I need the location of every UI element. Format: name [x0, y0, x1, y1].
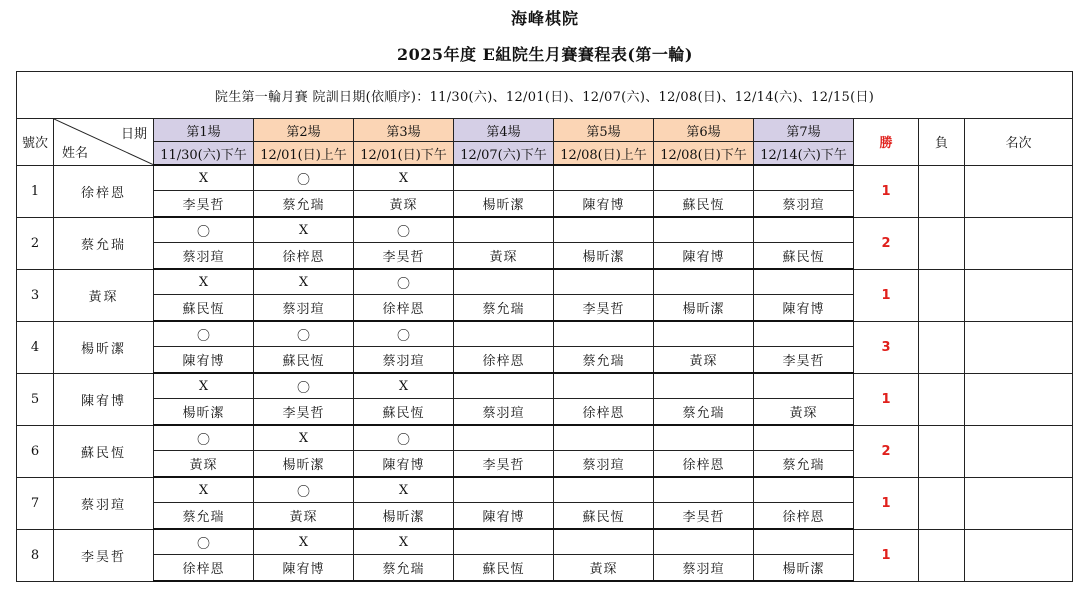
match-result — [454, 165, 554, 191]
match-result — [554, 217, 654, 243]
opponent-name: 蘇民恆 — [454, 555, 554, 582]
match-result: X — [354, 477, 454, 503]
loss-count — [919, 477, 965, 529]
header-name-label: 姓名 — [62, 145, 89, 161]
opponent-name: 蔡羽瑄 — [454, 399, 554, 426]
opponent-name: 楊昕潔 — [554, 243, 654, 270]
player-number: 1 — [17, 165, 54, 217]
round-3-date: 12/01(日)下午 — [354, 142, 454, 166]
win-count: 3 — [854, 321, 919, 373]
losses-header: 負 — [919, 119, 965, 166]
win-count: 1 — [854, 477, 919, 529]
match-result: X — [354, 373, 454, 399]
rank-value — [965, 165, 1073, 217]
player-name: 蔡允瑞 — [54, 217, 154, 269]
player-number: 6 — [17, 425, 54, 477]
match-result: 〇 — [354, 217, 454, 243]
match-result — [754, 321, 854, 347]
opponent-name: 楊昕潔 — [154, 399, 254, 426]
opponent-name: 楊昕潔 — [354, 503, 454, 530]
header-date-label: 日期 — [120, 127, 147, 142]
rank-value — [965, 477, 1073, 529]
opponent-name: 陳宥博 — [454, 503, 554, 530]
opponent-name: 黃琛 — [254, 503, 354, 530]
opponent-name: 蔡羽瑄 — [354, 347, 454, 374]
opponent-name: 徐梓恩 — [554, 399, 654, 426]
opponent-name: 黃琛 — [354, 191, 454, 218]
match-result: X — [154, 477, 254, 503]
match-result: 〇 — [254, 373, 354, 399]
player-number: 5 — [17, 373, 54, 425]
match-result — [454, 217, 554, 243]
opponent-name: 李昊哲 — [754, 347, 854, 374]
opponent-name: 楊昕潔 — [654, 295, 754, 322]
opponent-name: 李昊哲 — [354, 243, 454, 270]
rank-value — [965, 321, 1073, 373]
opponent-name: 蔡允瑞 — [354, 555, 454, 582]
match-result — [554, 321, 654, 347]
match-result — [654, 373, 754, 399]
player-name: 黃琛 — [54, 269, 154, 321]
match-result — [754, 217, 854, 243]
player-number: 7 — [17, 477, 54, 529]
opponent-name: 楊昕潔 — [254, 451, 354, 478]
opponent-name: 陳宥博 — [354, 451, 454, 478]
round-2-date: 12/01(日)上午 — [254, 142, 354, 166]
opponent-name: 徐梓恩 — [454, 347, 554, 374]
player-name: 李昊哲 — [54, 529, 154, 581]
match-result — [754, 165, 854, 191]
opponent-name: 陳宥博 — [754, 295, 854, 322]
match-result: X — [354, 165, 454, 191]
match-result: X — [254, 529, 354, 555]
match-result — [554, 425, 654, 451]
opponent-name: 黃琛 — [654, 347, 754, 374]
opponent-name: 蘇民恆 — [354, 399, 454, 426]
win-count: 1 — [854, 373, 919, 425]
opponent-name: 蔡羽瑄 — [554, 451, 654, 478]
player-row — [17, 269, 1073, 295]
match-result: 〇 — [254, 477, 354, 503]
rank-value — [965, 373, 1073, 425]
match-result: X — [254, 425, 354, 451]
round-5-header: 第5場 — [554, 119, 654, 142]
player-name: 楊昕潔 — [54, 321, 154, 373]
opponent-name: 蘇民恆 — [154, 295, 254, 322]
round-1-header: 第1場 — [154, 119, 254, 142]
opponent-name: 李昊哲 — [254, 399, 354, 426]
rank-value — [965, 269, 1073, 321]
opponent-name: 蔡羽瑄 — [254, 295, 354, 322]
match-result — [654, 217, 754, 243]
round-6-header: 第6場 — [654, 119, 754, 142]
match-result: X — [354, 529, 454, 555]
win-count: 2 — [854, 425, 919, 477]
player-number: 8 — [17, 529, 54, 581]
match-result — [654, 321, 754, 347]
opponent-name: 李昊哲 — [154, 191, 254, 218]
match-result — [654, 477, 754, 503]
opponent-name: 徐梓恩 — [254, 243, 354, 270]
match-result: 〇 — [154, 529, 254, 555]
opponent-name: 蘇民恆 — [754, 243, 854, 270]
rank-value — [965, 217, 1073, 269]
opponent-name: 黃琛 — [554, 555, 654, 582]
match-result — [454, 321, 554, 347]
opponent-name: 蔡允瑞 — [454, 295, 554, 322]
opponent-name: 蔡允瑞 — [754, 451, 854, 478]
rank-value — [965, 425, 1073, 477]
player-row — [17, 477, 1073, 503]
player-row — [17, 373, 1073, 399]
opponent-name: 陳宥博 — [654, 243, 754, 270]
page-title: 海峰棋院 — [510, 9, 579, 28]
win-count: 1 — [854, 529, 919, 581]
match-result: 〇 — [154, 425, 254, 451]
match-result — [454, 269, 554, 295]
loss-count — [919, 529, 965, 581]
loss-count — [919, 425, 965, 477]
win-count: 2 — [854, 217, 919, 269]
wins-header: 勝 — [854, 119, 919, 166]
player-name: 徐梓恩 — [54, 165, 154, 217]
match-result: 〇 — [154, 217, 254, 243]
match-result — [454, 425, 554, 451]
opponent-name: 蘇民恆 — [554, 503, 654, 530]
match-result — [654, 269, 754, 295]
match-result — [554, 373, 654, 399]
opponent-name: 李昊哲 — [654, 503, 754, 530]
loss-count — [919, 269, 965, 321]
opponent-name: 徐梓恩 — [654, 451, 754, 478]
opponent-name: 蘇民恆 — [654, 191, 754, 218]
loss-count — [919, 217, 965, 269]
match-result — [554, 529, 654, 555]
match-result: 〇 — [354, 321, 454, 347]
round-5-date: 12/08(日)上午 — [554, 142, 654, 166]
match-result — [554, 477, 654, 503]
opponent-name: 李昊哲 — [554, 295, 654, 322]
match-result: X — [154, 165, 254, 191]
match-result: 〇 — [254, 165, 354, 191]
opponent-name: 蔡羽瑄 — [154, 243, 254, 270]
opponent-name: 陳宥博 — [154, 347, 254, 374]
opponent-name: 蔡允瑞 — [254, 191, 354, 218]
round-4-header: 第4場 — [454, 119, 554, 142]
player-name: 蘇民恆 — [54, 425, 154, 477]
round-7-date: 12/14(六)下午 — [754, 142, 854, 166]
match-result — [654, 425, 754, 451]
rank-header: 名次 — [965, 119, 1073, 166]
opponent-name: 徐梓恩 — [154, 555, 254, 582]
round-6-date: 12/08(日)下午 — [654, 142, 754, 166]
round-2-header: 第2場 — [254, 119, 354, 142]
opponent-name: 蔡羽瑄 — [654, 555, 754, 582]
match-result: X — [254, 217, 354, 243]
opponent-name: 蔡允瑞 — [554, 347, 654, 374]
player-row — [17, 165, 1073, 191]
training-dates-notice: 院生第一輪月賽 院訓日期(依順序)：11/30(六)、12/01(日)、12/07(六)、12/08(日)、12/14(六)、12/15(日) — [17, 72, 1073, 119]
match-result — [754, 269, 854, 295]
opponent-name: 徐梓恩 — [354, 295, 454, 322]
opponent-name: 徐梓恩 — [754, 503, 854, 530]
match-result — [654, 529, 754, 555]
opponent-name: 蔡允瑞 — [654, 399, 754, 426]
opponent-name: 蘇民恆 — [254, 347, 354, 374]
page-subtitle: 2025年度 E組院生月賽賽程表(第一輪) — [397, 45, 693, 64]
player-number: 2 — [17, 217, 54, 269]
win-count: 1 — [854, 165, 919, 217]
loss-count — [919, 165, 965, 217]
match-result — [454, 477, 554, 503]
match-result: X — [254, 269, 354, 295]
player-row — [17, 217, 1073, 243]
round-1-date: 11/30(六)下午 — [154, 142, 254, 166]
player-row — [17, 321, 1073, 347]
match-result — [454, 373, 554, 399]
player-name: 蔡羽瑄 — [54, 477, 154, 529]
round-3-header: 第3場 — [354, 119, 454, 142]
match-result — [754, 373, 854, 399]
opponent-name: 蔡允瑞 — [154, 503, 254, 530]
player-number: 3 — [17, 269, 54, 321]
match-result — [754, 477, 854, 503]
win-count: 1 — [854, 269, 919, 321]
schedule-table — [16, 71, 1073, 582]
header-number: 號次 — [17, 119, 54, 166]
match-result: X — [154, 269, 254, 295]
loss-count — [919, 321, 965, 373]
player-number: 4 — [17, 321, 54, 373]
player-name: 陳宥博 — [54, 373, 154, 425]
round-4-date: 12/07(六)下午 — [454, 142, 554, 166]
header-diagonal-cell — [54, 119, 154, 166]
player-row — [17, 425, 1073, 451]
opponent-name: 黃琛 — [154, 451, 254, 478]
loss-count — [919, 373, 965, 425]
opponent-name: 黃琛 — [754, 399, 854, 426]
opponent-name: 李昊哲 — [454, 451, 554, 478]
match-result: 〇 — [154, 321, 254, 347]
match-result — [754, 425, 854, 451]
opponent-name: 楊昕潔 — [454, 191, 554, 218]
player-row — [17, 529, 1073, 555]
match-result: 〇 — [354, 425, 454, 451]
match-result: 〇 — [254, 321, 354, 347]
opponent-name: 楊昕潔 — [754, 555, 854, 582]
match-result: 〇 — [354, 269, 454, 295]
opponent-name: 黃琛 — [454, 243, 554, 270]
opponent-name: 陳宥博 — [254, 555, 354, 582]
match-result — [554, 269, 654, 295]
match-result — [554, 165, 654, 191]
match-result — [654, 165, 754, 191]
match-result: X — [154, 373, 254, 399]
rank-value — [965, 529, 1073, 581]
match-result — [754, 529, 854, 555]
opponent-name: 陳宥博 — [554, 191, 654, 218]
round-7-header: 第7場 — [754, 119, 854, 142]
opponent-name: 蔡羽瑄 — [754, 191, 854, 218]
match-result — [454, 529, 554, 555]
